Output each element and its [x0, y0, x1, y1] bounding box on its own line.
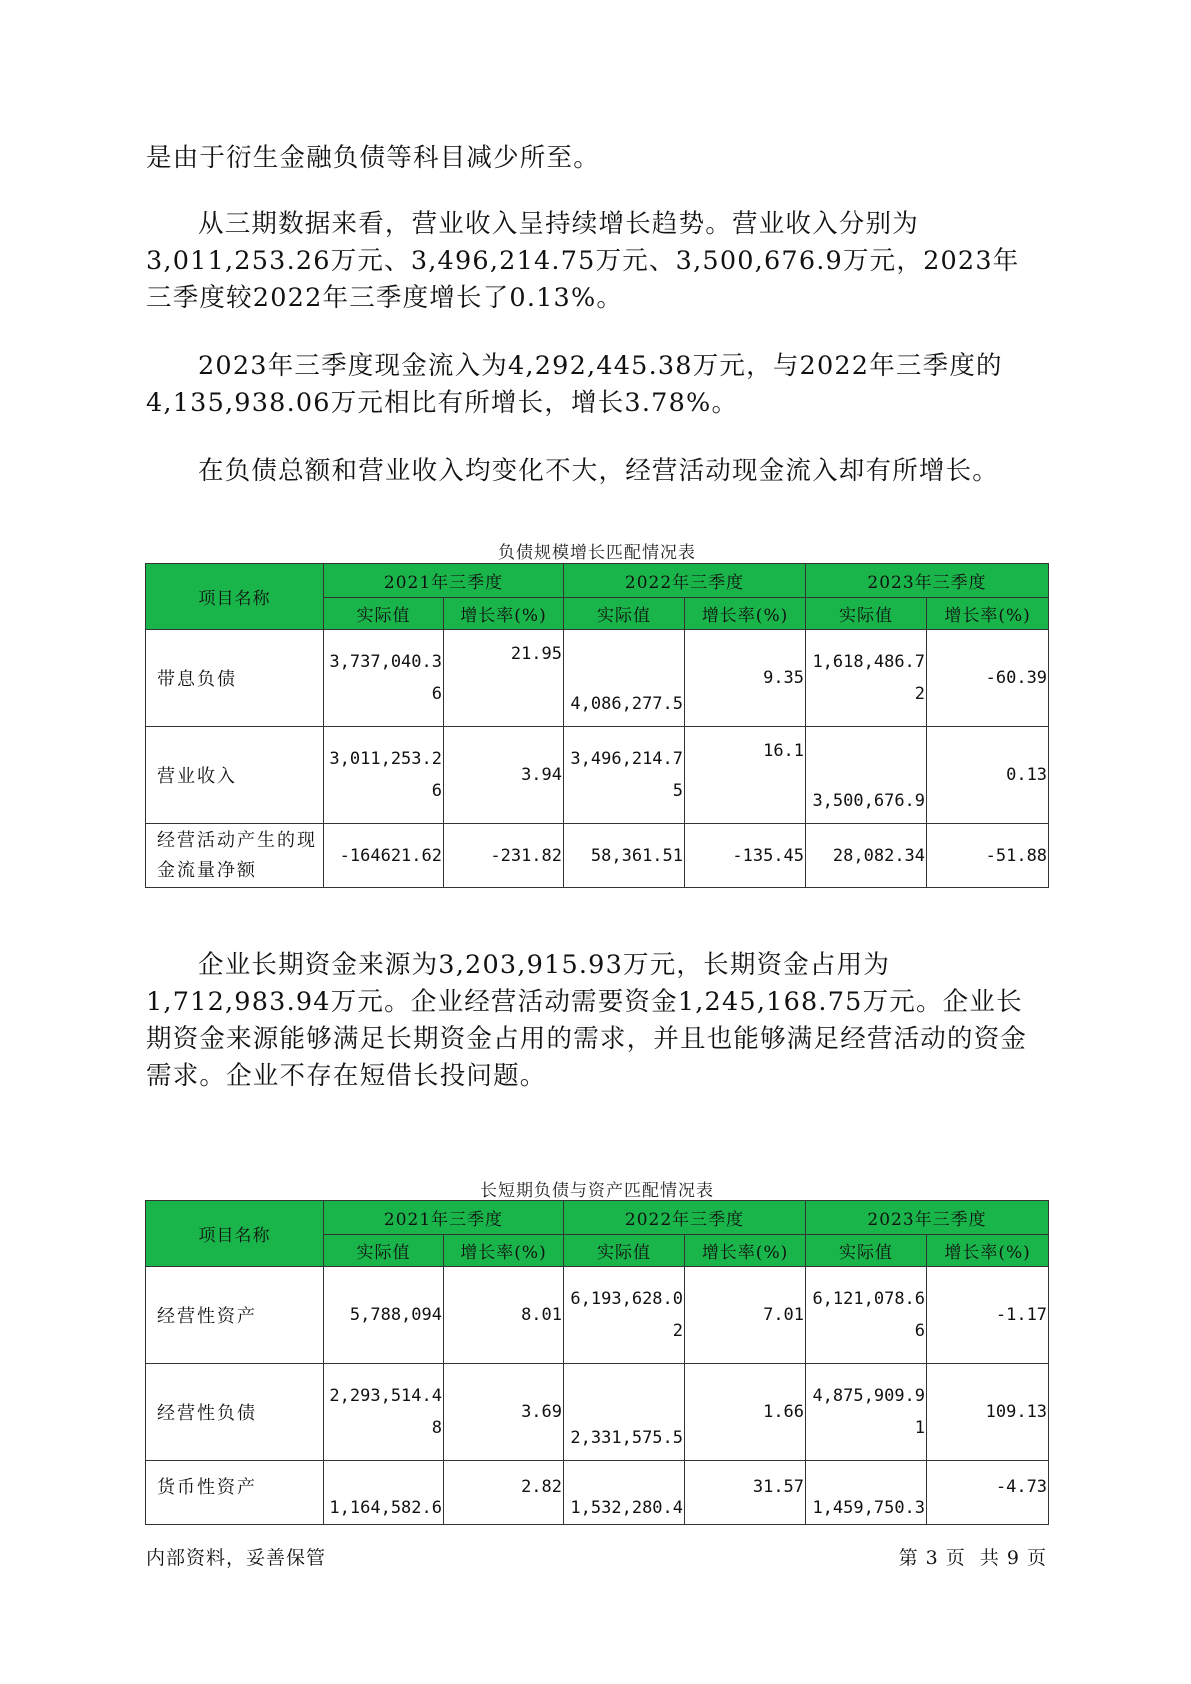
cell-growth-2023: 109.13 [927, 1364, 1049, 1461]
cell-actual-2021: 3,737,040.36 [324, 630, 444, 727]
header-actual: 实际值 [324, 1235, 444, 1267]
header-period-2021: 2021年三季度 [324, 1201, 564, 1235]
cell-actual-2023: 1,618,486.72 [806, 630, 927, 727]
footer-page-number: 第 3 页 共 9 页 [898, 1547, 1047, 1569]
liability-asset-match-table [145, 1200, 1049, 1525]
cell-growth-2022: 1.66 [685, 1364, 806, 1461]
cell-actual-2021: 2,293,514.48 [324, 1364, 444, 1461]
table-row [146, 1461, 1049, 1525]
header-growth: 增长率(%) [927, 1235, 1049, 1267]
cell-actual-2021: 1,164,582.6 [324, 1461, 444, 1525]
cell-actual-2023: 1,459,750.3 [806, 1461, 927, 1525]
header-period-2023: 2023年三季度 [806, 564, 1049, 598]
cell-growth-2021: 21.95 [444, 630, 564, 727]
cell-growth-2022: 7.01 [685, 1267, 806, 1364]
cell-growth-2021: 3.69 [444, 1364, 564, 1461]
row-name: 营业收入 [146, 727, 324, 824]
cell-actual-2023: 6,121,078.66 [806, 1267, 927, 1364]
table-row [146, 727, 1049, 824]
cell-growth-2023: 0.13 [927, 727, 1049, 824]
cell-growth-2022: 16.1 [685, 727, 806, 824]
header-period-2023: 2023年三季度 [806, 1201, 1049, 1235]
table1-caption: 负债规模增长匹配情况表 [498, 543, 696, 563]
cell-actual-2022: 6,193,628.02 [564, 1267, 685, 1364]
header-period-2022: 2022年三季度 [564, 564, 806, 598]
header-growth: 增长率(%) [444, 1235, 564, 1267]
header-growth: 增长率(%) [685, 1235, 806, 1267]
cell-actual-2023: 4,875,909.91 [806, 1364, 927, 1461]
table-row [146, 824, 1049, 888]
cell-growth-2022: 9.35 [685, 630, 806, 727]
paragraph-cash-inflow: 2023年三季度现金流入为4,292,445.38万元，与2022年三季度的4,135,938.06万元相比有所增长，增长3.78%。 [146, 351, 1003, 418]
row-name: 经营性负债 [146, 1364, 324, 1461]
row-name: 经营性资产 [146, 1267, 324, 1364]
debt-growth-table [145, 563, 1049, 888]
cell-growth-2023: -60.39 [927, 630, 1049, 727]
table2-caption: 长短期负债与资产匹配情况表 [480, 1181, 714, 1201]
header-actual: 实际值 [564, 1235, 685, 1267]
footer-confidential-note: 内部资料，妥善保管 [146, 1547, 327, 1569]
paragraph-summary: 在负债总额和营业收入均变化不大，经营活动现金流入却有所增长。 [198, 456, 1000, 486]
cell-actual-2021: 5,788,094 [324, 1267, 444, 1364]
cell-growth-2023: -51.88 [927, 824, 1049, 888]
cell-actual-2022: 3,496,214.75 [564, 727, 685, 824]
cell-actual-2022: 2,331,575.5 [564, 1364, 685, 1461]
cell-actual-2023: 28,082.34 [806, 824, 927, 888]
cell-growth-2023: -1.17 [927, 1267, 1049, 1364]
header-actual: 实际值 [564, 598, 685, 630]
header-actual: 实际值 [806, 598, 927, 630]
header-period-2022: 2022年三季度 [564, 1201, 806, 1235]
cell-actual-2022: 58,361.51 [564, 824, 685, 888]
header-item-name: 项目名称 [146, 1201, 324, 1267]
cell-growth-2021: 8.01 [444, 1267, 564, 1364]
table-row [146, 630, 1049, 727]
cell-actual-2021: -164621.62 [324, 824, 444, 888]
header-growth: 增长率(%) [685, 598, 806, 630]
header-growth: 增长率(%) [927, 598, 1049, 630]
cell-actual-2023: 3,500,676.9 [806, 727, 927, 824]
cell-growth-2021: -231.82 [444, 824, 564, 888]
cell-growth-2022: 31.57 [685, 1461, 806, 1525]
row-name: 经营活动产生的现金流量净额 [146, 824, 324, 888]
cell-growth-2023: -4.73 [927, 1461, 1049, 1525]
cell-actual-2021: 3,011,253.26 [324, 727, 444, 824]
cell-actual-2022: 1,532,280.4 [564, 1461, 685, 1525]
paragraph-long-term-funds: 企业长期资金来源为3,203,915.93万元，长期资金占用为1,712,983.94万元。企业经营活动需要资金1,245,168.75万元。企业长期资金来源能够满足长期资金占用的需求，并且也能够满足经营活动的资金需求。企业不存在短借长投问题。 [146, 950, 1028, 1091]
header-actual: 实际值 [324, 598, 444, 630]
header-growth: 增长率(%) [444, 598, 564, 630]
table-row [146, 1364, 1049, 1461]
paragraph-revenue-trend: 从三期数据来看，营业收入呈持续增长趋势。营业收入分别为3,011,253.26万元、3,496,214.75万元、3,500,676.9万元，2023年三季度较2022年三季度增长了0.13%。 [146, 209, 1020, 313]
cell-growth-2022: -135.45 [685, 824, 806, 888]
cell-growth-2021: 2.82 [444, 1461, 564, 1525]
cell-actual-2022: 4,086,277.5 [564, 630, 685, 727]
row-name: 带息负债 [146, 630, 324, 727]
header-item-name: 项目名称 [146, 564, 324, 630]
cell-growth-2021: 3.94 [444, 727, 564, 824]
header-actual: 实际值 [806, 1235, 927, 1267]
header-period-2021: 2021年三季度 [324, 564, 564, 598]
paragraph-continuation: 是由于衍生金融负债等科目减少所至。 [146, 143, 600, 173]
row-name: 货币性资产 [146, 1461, 324, 1525]
table-row [146, 1267, 1049, 1364]
